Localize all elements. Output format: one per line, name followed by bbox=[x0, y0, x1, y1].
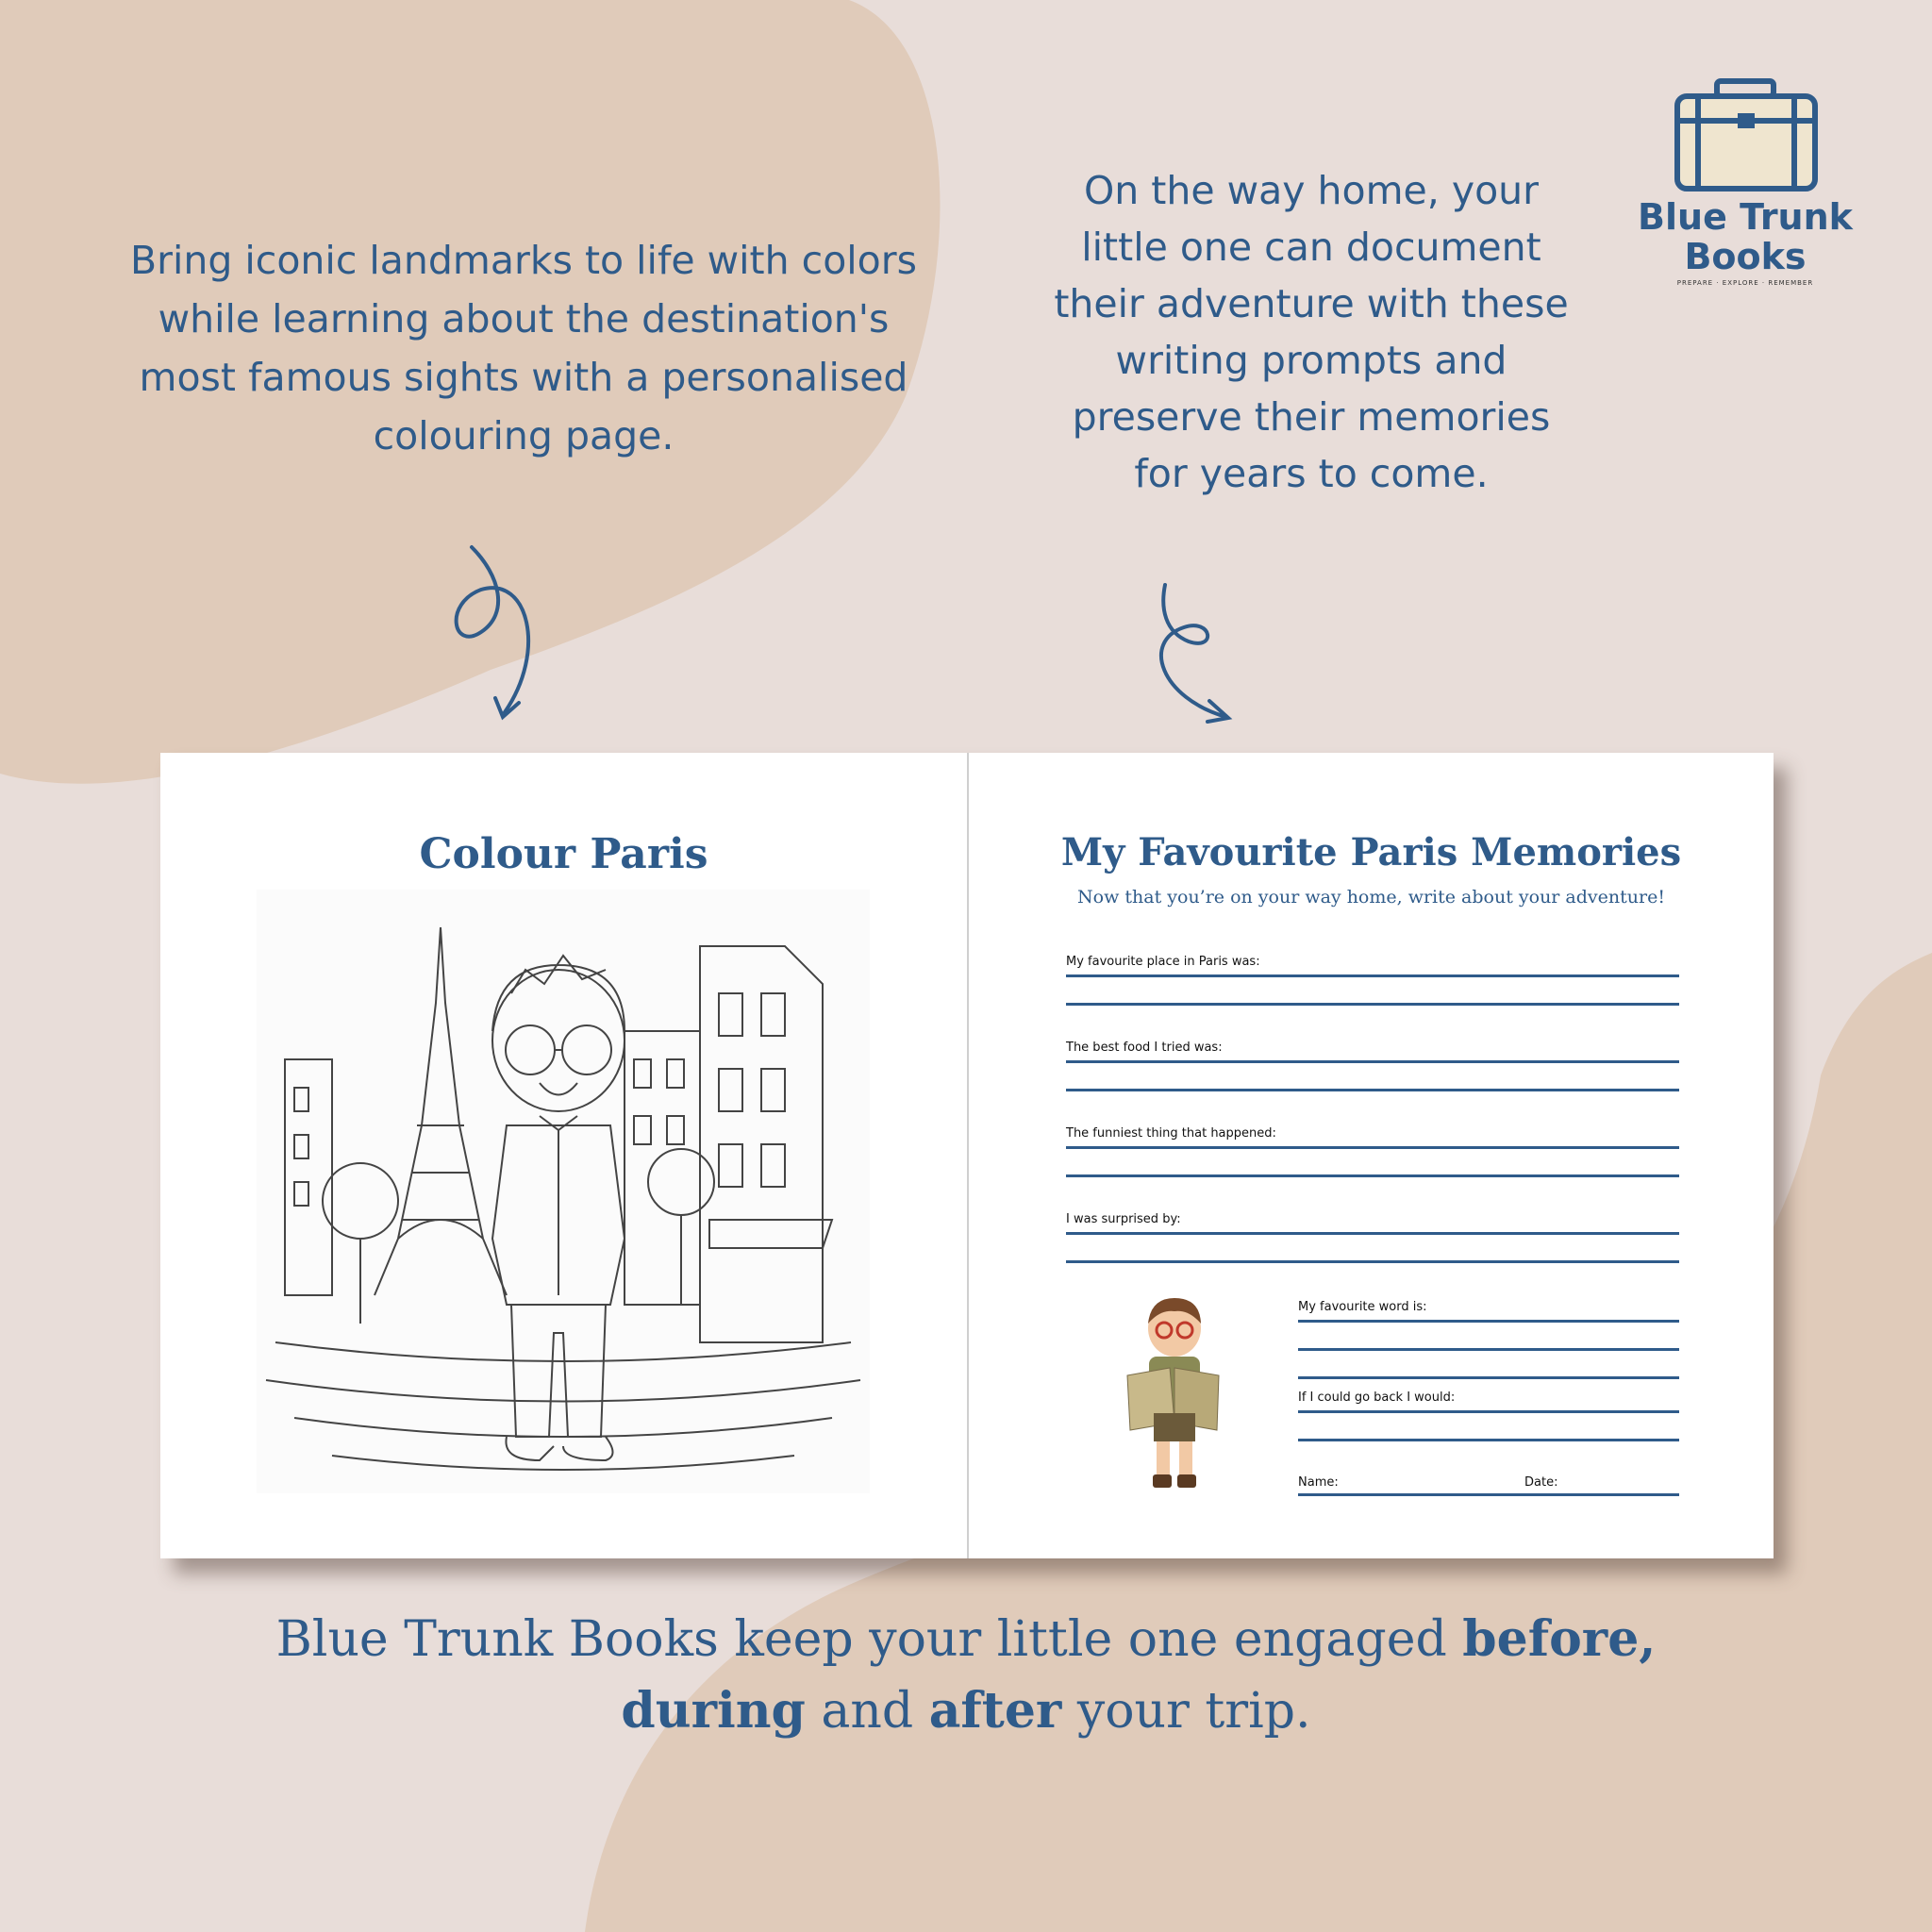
prompt-label: The best food I tried was: bbox=[1066, 1041, 1223, 1055]
left-caption: Bring iconic landmarks to life with colors while learning about the destination's most famous sights with a personalised colouring page. bbox=[130, 238, 917, 458]
prompt-favourite-word[interactable] bbox=[1298, 1300, 1679, 1357]
open-book bbox=[160, 753, 1774, 1558]
tagline-during: during bbox=[621, 1682, 806, 1740]
tagline-part-3: your trip. bbox=[1061, 1683, 1311, 1740]
writing-line bbox=[1066, 1089, 1679, 1091]
writing-line bbox=[1298, 1410, 1679, 1413]
writing-line bbox=[1298, 1493, 1679, 1496]
prompt-label: The funniest thing that happened: bbox=[1066, 1126, 1276, 1141]
writing-line bbox=[1298, 1348, 1679, 1351]
prompt-best-food[interactable] bbox=[1066, 1041, 1679, 1097]
writing-line bbox=[1066, 1003, 1679, 1006]
writing-line bbox=[1066, 1232, 1679, 1235]
name-label: Name: bbox=[1298, 1475, 1339, 1490]
name-date-row[interactable] bbox=[1298, 1475, 1679, 1504]
curly-arrow-right-icon bbox=[1123, 580, 1245, 731]
prompt-go-back[interactable] bbox=[1298, 1391, 1679, 1447]
writing-line bbox=[1298, 1320, 1679, 1323]
writing-line bbox=[1066, 1260, 1679, 1263]
prompt-label: My favourite place in Paris was: bbox=[1066, 955, 1260, 969]
logo-line1: Blue Trunk bbox=[1638, 196, 1853, 238]
suitcase-icon bbox=[1623, 75, 1868, 193]
logo-tagline: PREPARE · EXPLORE · REMEMBER bbox=[1676, 279, 1814, 287]
prompt-favourite-place[interactable] bbox=[1066, 955, 1679, 1011]
writing-line bbox=[1298, 1439, 1679, 1441]
prompt-funniest-thing[interactable] bbox=[1066, 1126, 1679, 1183]
tagline-part-2: and bbox=[805, 1683, 929, 1740]
curly-arrow-left-icon bbox=[443, 538, 566, 726]
tagline-before: before, bbox=[1462, 1610, 1657, 1668]
tagline-after: after bbox=[928, 1682, 1062, 1740]
writing-line bbox=[1066, 1060, 1679, 1063]
writing-line bbox=[1066, 1174, 1679, 1177]
writing-line bbox=[1066, 1146, 1679, 1149]
prompt-label: My favourite word is: bbox=[1298, 1300, 1427, 1314]
right-page-subtitle: Now that you’re on your way home, write about your adventure! bbox=[1077, 887, 1665, 908]
brand-logo[interactable] bbox=[1623, 75, 1868, 302]
colouring-illustration bbox=[257, 890, 870, 1493]
date-label: Date: bbox=[1524, 1475, 1558, 1490]
logo-line2: Books bbox=[1684, 236, 1807, 277]
right-caption: On the way home, your little one can document their adventure with these writing prompts and preserve their memories for years to come. bbox=[1054, 168, 1569, 496]
tagline-part-1: Blue Trunk Books keep your little one engaged bbox=[275, 1611, 1463, 1668]
writing-line bbox=[1298, 1376, 1679, 1379]
bottom-tagline bbox=[94, 1604, 1838, 1747]
right-page-title: My Favourite Paris Memories bbox=[1060, 830, 1682, 874]
prompt-surprised-by[interactable] bbox=[1066, 1212, 1679, 1269]
prompt-label: I was surprised by: bbox=[1066, 1212, 1181, 1226]
explorer-kid-icon bbox=[1123, 1291, 1226, 1498]
writing-line bbox=[1066, 974, 1679, 977]
left-page-title: Colour Paris bbox=[419, 830, 708, 878]
prompt-label: If I could go back I would: bbox=[1298, 1391, 1456, 1405]
